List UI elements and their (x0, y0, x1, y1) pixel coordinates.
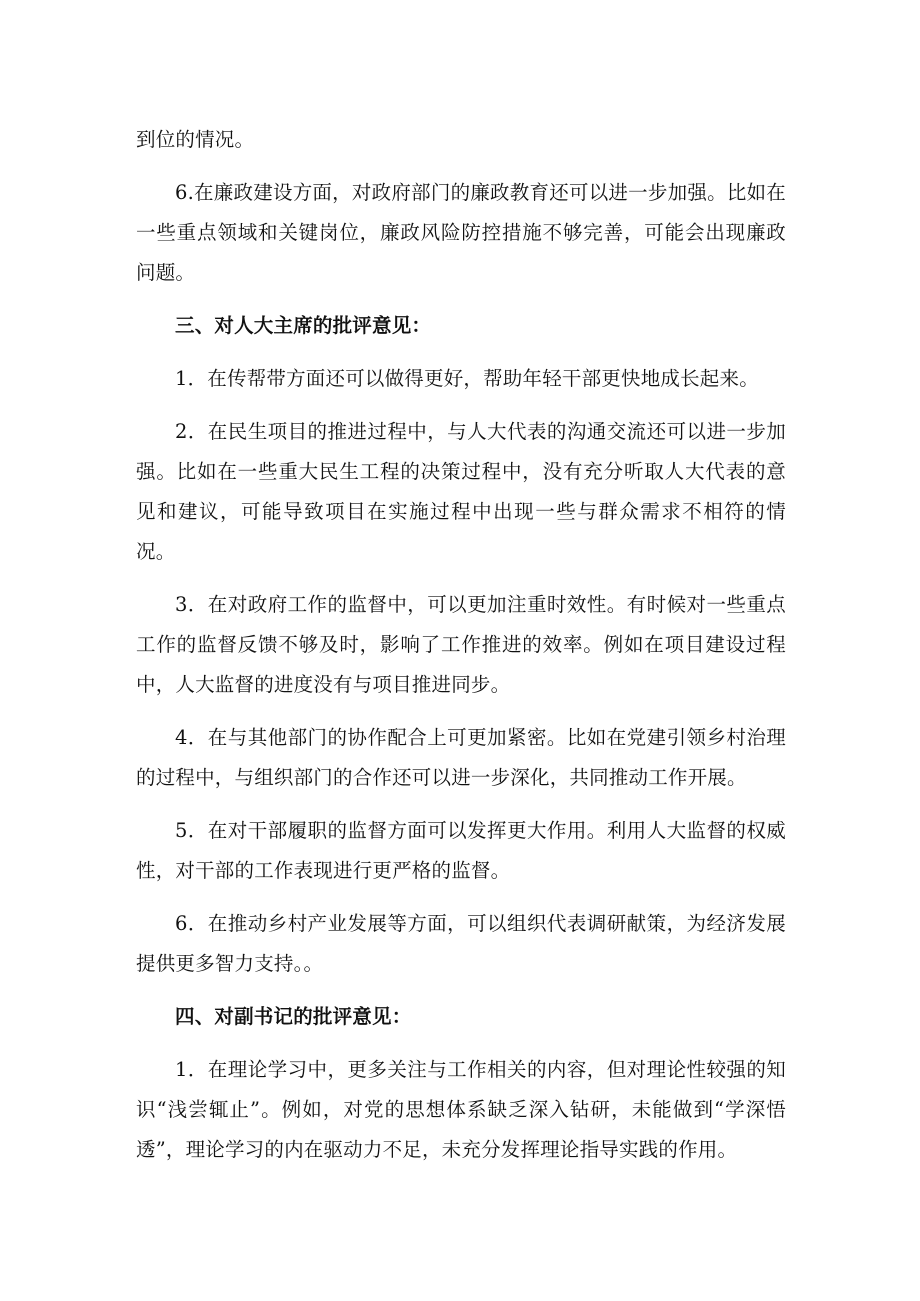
paragraph-item-2: 2．在民生项目的推进过程中，与人大代表的沟通交流还可以进一步加强。比如在一些重大民生工程的决策过程中，没有充分听取人大代表的意见和建议，可能导致项目在实施过程中出现一些与群众需求不相符的情况。 (136, 420, 786, 563)
paragraph-item-5: 5．在对干部履职的监督方面可以发挥更大作用。利用人大监督的权威性，对干部的工作表现进行更严格的监督。 (136, 819, 786, 882)
paragraph-continuation: 到位的情况。 (136, 128, 255, 151)
paragraph-item-4: 4．在与其他部门的协作配合上可更加紧密。比如在党建引领乡村治理的过程中，与组织部门的合作还可以进一步深化，共同推动工作开展。 (136, 726, 786, 789)
paragraph-item-1: 1．在传帮带方面还可以做得更好，帮助年轻干部更快地成长起来。 (175, 367, 759, 390)
document-page (136, 120, 786, 1170)
section-heading-3: 三、对人大主席的批评意见： (175, 314, 432, 337)
paragraph-item-6-integrity: 6.在廉政建设方面，对政府部门的廉政教育还可以进一步加强。比如在一些重点领域和关键岗位，廉政风险防控措施不够完善，可能会出现廉政问题。 (136, 181, 786, 284)
paragraph-item-1-theory: 1．在理论学习中，更多关注与工作相关的内容，但对理论性较强的知识“浅尝辄止”。例如，对党的思想体系缺乏深入钻研，未能做到“学深悟透”，理论学习的内在驱动力不足，未充分发挥理论指导实践的作用。 (136, 1058, 786, 1161)
section-heading-4: 四、对副书记的批评意见： (175, 1005, 412, 1028)
paragraph-item-3: 3．在对政府工作的监督中，可以更加注重时效性。有时候对一些重点工作的监督反馈不够及时，影响了工作推进的效率。例如在项目建设过程中，人大监督的进度没有与项目推进同步。 (136, 593, 786, 696)
paragraph-item-6: 6．在推动乡村产业发展等方面，可以组织代表调研献策，为经济发展提供更多智力支持。。 (136, 912, 786, 975)
